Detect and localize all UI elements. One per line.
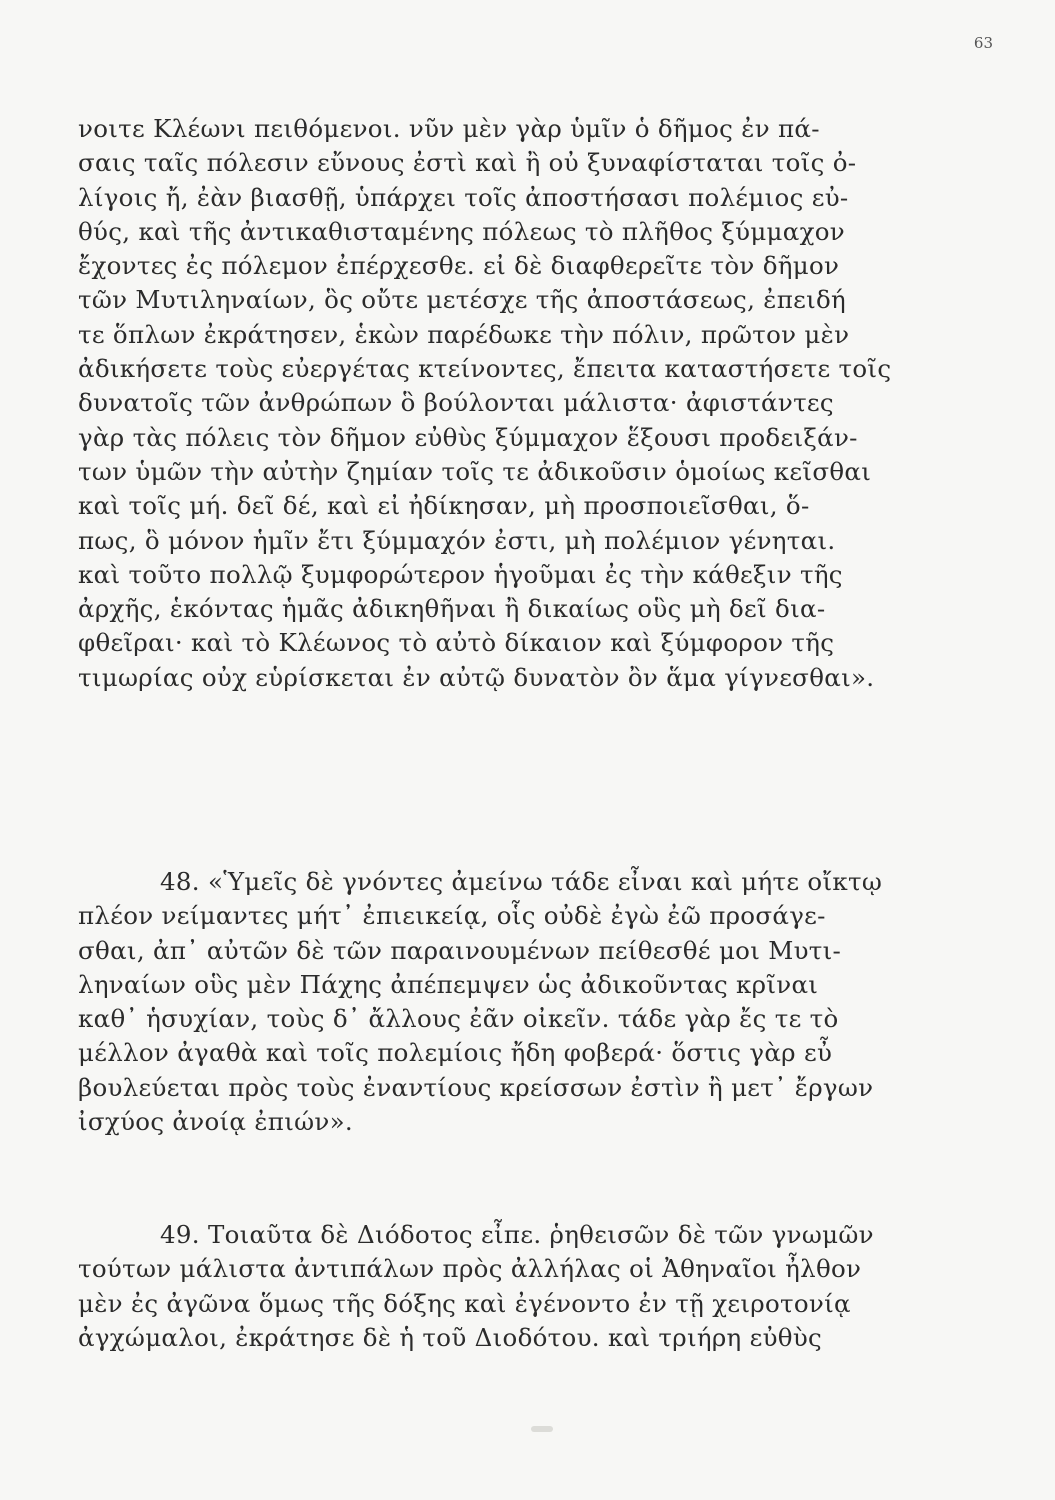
text-line: τῶν Μυτιληναίων, ὃς οὔτε μετέσχε τῆς ἀποστάσεως, ἐπειδή bbox=[78, 285, 847, 315]
text-line: ἀδικήσετε τοὺς εὐεργέτας κτείνοντες, ἔπειτα καταστήσετε τοῖς bbox=[78, 354, 892, 384]
paragraph-48 bbox=[78, 865, 958, 1139]
text-line: μέλλον ἀγαθὰ καὶ τοῖς πολεμίοις ἤδη φοβερά· ὅστις γὰρ εὖ bbox=[78, 1038, 833, 1068]
text-line: των ὑμῶν τὴν αὐτὴν ζημίαν τοῖς τε ἀδικοῦσιν ὁμοίως κεῖσθαι bbox=[78, 456, 872, 486]
text-line: γὰρ τὰς πόλεις τὸν δῆμον εὐθὺς ξύμμαχον ἕξουσι προδειξάν- bbox=[78, 422, 858, 452]
text-line: θύς, καὶ τῆς ἀντικαθισταμένης πόλεως τὸ πλῆθος ξύμμαχον bbox=[78, 216, 846, 246]
text-line: σθαι, ἀπ᾽ αὐτῶν δὲ τῶν παραινουμένων πείθεσθέ μοι Μυτι- bbox=[78, 935, 842, 965]
text-line: καθ᾽ ἡσυχίαν, τοὺς δ᾽ ἄλλους ἐᾶν οἰκεῖν. τάδε γὰρ ἔς τε τὸ bbox=[78, 1004, 839, 1034]
text-line: καὶ τοῖς μή. δεῖ δέ, καὶ εἰ ἠδίκησαν, μὴ προσποιεῖσθαι, ὅ- bbox=[78, 491, 810, 521]
text-line: 48. «Ὑμεῖς δὲ γνόντες ἀμείνω τάδε εἶναι καὶ μήτε οἴκτῳ bbox=[160, 867, 883, 896]
ink-smudge bbox=[531, 1426, 553, 1432]
text-line: μὲν ἐς ἀγῶνα ὅμως τῆς δόξης καὶ ἐγένοντο ἐν τῇ χειροτονίᾳ bbox=[78, 1288, 851, 1318]
text-line: τιμωρίας οὐχ εὑρίσκεται ἐν αὐτῷ δυνατὸν ὂν ἅμα γίγνεσθαι». bbox=[78, 662, 875, 692]
text-line: πως, ὃ μόνον ἡμῖν ἔτι ξύμμαχόν ἐστι, μὴ πολέμιον γένηται. bbox=[78, 525, 836, 555]
text-line: σαις ταῖς πόλεσιν εὔνους ἐστὶ καὶ ἢ οὐ ξυναφίσταται τοῖς ὀ- bbox=[78, 148, 857, 178]
text-line: καὶ τοῦτο πολλῷ ξυμφορώτερον ἡγοῦμαι ἐς τὴν κάθεξιν τῆς bbox=[78, 559, 843, 589]
text-line: ἰσχύος ἀνοίᾳ ἐπιών». bbox=[78, 1107, 353, 1137]
paragraph-49 bbox=[78, 1218, 958, 1355]
text-line: λίγοις ἤ, ἐὰν βιασθῇ, ὑπάρχει τοῖς ἀποστήσασι πολέμιος εὐ- bbox=[78, 182, 849, 212]
text-line: τε ὅπλων ἐκράτησεν, ἑκὼν παρέδωκε τὴν πόλιν, πρῶτον μὲν bbox=[78, 319, 850, 349]
text-line: πλέον νείμαντες μήτ᾽ ἐπιεικείᾳ, οἷς οὐδὲ ἐγὼ ἐῶ προσάγε- bbox=[78, 901, 826, 931]
text-line: δυνατοῖς τῶν ἀνθρώπων ὃ βούλονται μάλιστα· ἀφιστάντες bbox=[78, 388, 834, 418]
page-number: 63 bbox=[973, 34, 993, 52]
text-line: τούτων μάλιστα ἀντιπάλων πρὸς ἀλλήλας οἱ Ἀθηναῖοι ἦλθον bbox=[78, 1254, 862, 1284]
text-line: ἀρχῆς, ἑκόντας ἡμᾶς ἀδικηθῆναι ἢ δικαίως οὓς μὴ δεῖ δια- bbox=[78, 594, 826, 624]
text-line: 49. Τοιαῦτα δὲ Διόδοτος εἶπε. ῥηθεισῶν δὲ τῶν γνωμῶν bbox=[160, 1220, 874, 1249]
paragraph-47-continuation bbox=[78, 112, 958, 695]
text-line: φθεῖραι· καὶ τὸ Κλέωνος τὸ αὐτὸ δίκαιον καὶ ξύμφορον τῆς bbox=[78, 628, 835, 658]
text-line: βουλεύεται πρὸς τοὺς ἐναντίους κρείσσων ἐστὶν ἢ μετ᾽ ἔργων bbox=[78, 1072, 874, 1102]
text-line: ἀγχώμαλοι, ἐκράτησε δὲ ἡ τοῦ Διοδότου. καὶ τριήρη εὐθὺς bbox=[78, 1322, 823, 1352]
text-line: ληναίων οὓς μὲν Πάχης ἀπέπεμψεν ὡς ἀδικοῦντας κρῖναι bbox=[78, 969, 819, 999]
text-line: νοιτε Κλέωνι πειθόμενοι. νῦν μὲν γὰρ ὑμῖν ὁ δῆμος ἐν πά- bbox=[78, 114, 820, 143]
text-line: ἔχοντες ἐς πόλεμον ἐπέρχεσθε. εἰ δὲ διαφθερεῖτε τὸν δῆμον bbox=[78, 251, 840, 281]
